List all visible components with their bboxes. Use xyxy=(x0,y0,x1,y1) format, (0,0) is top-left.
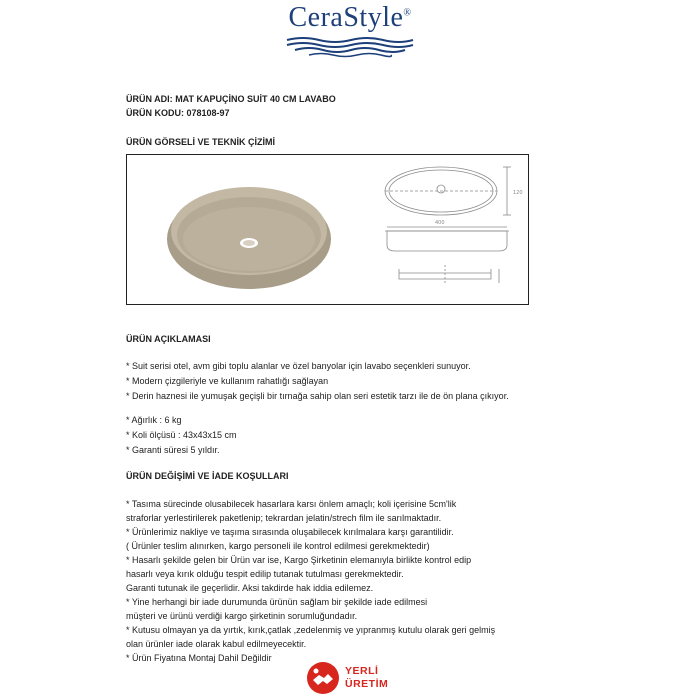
diameter-label: 400 xyxy=(435,220,445,226)
section-title-description: ÜRÜN AÇIKLAMASI xyxy=(126,334,211,344)
list-item: * Hasarlı şekilde gelen bir Ürün var ise, Kargo Şirketinin elemanıyla birlikte kontrol edip xyxy=(126,555,472,565)
wave-logo-icon xyxy=(285,36,415,58)
list-item: * Suit serisi otel, avm gibi toplu alanlar ve özel banyolar için lavabo seçenkleri sunuyor. xyxy=(126,361,471,371)
list-item: * Tasıma sürecinde olusabilecek hasarlara karsı önlem amaçlı; koli içerisine 5cm'lik xyxy=(126,499,457,509)
product-code-label: ÜRÜN KODU: xyxy=(126,108,184,118)
technical-drawing xyxy=(379,161,529,296)
list-item: * Ürün Fiyatına Montaj Dahil Değildir xyxy=(126,653,272,663)
list-item: * Kutusu olmayan ya da yırtık, kırık,çatlak ,zedelenmiş ve yıpranmış kutulu olarak geri gelmiş xyxy=(126,625,496,635)
list-item: olan ürünler iade olarak kabul edilmeyecektir. xyxy=(126,639,307,649)
product-image-frame xyxy=(126,154,529,305)
badge-line-1: YERLİ xyxy=(345,665,379,677)
product-name-value: MAT KAPUÇİNO SUİT 40 CM LAVABO xyxy=(175,94,336,104)
section-title-returns: ÜRÜN DEĞİŞİMİ VE İADE KOŞULLARI xyxy=(126,471,289,481)
brand-name: CeraStyle® xyxy=(288,2,412,33)
product-name-label: ÜRÜN ADI: xyxy=(126,94,173,104)
list-item: Garanti tutunak ile geçerlidir. Aksi takdirde hak iddia edilemez. xyxy=(126,583,374,593)
list-item: hasarlı veya kırık olduğu tespit edilip tutanak tutulması gerekmektedir. xyxy=(126,569,404,579)
list-item: * Ağırlık : 6 kg xyxy=(126,415,182,425)
list-item: * Yine herhangi bir iade durumunda ürünün sağlam bir şekilde iade edilmesi xyxy=(126,597,428,607)
list-item: * Ürünlerimiz nakliye ve taşıma sırasında oluşabilecek kırılmalara karşı garantilidir. xyxy=(126,527,454,537)
list-item: * Derin haznesi ile yumuşak geçişli bir tırnağa sahip olan seri estetik tarzı ile de ön plana çıkıyor. xyxy=(126,391,509,401)
list-item: * Modern çizgileriyle ve kullanım rahatlığı sağlayan xyxy=(126,376,329,386)
list-item: müşteri ve ürünü verdiği kargo şirketinin sorumluğundadır. xyxy=(126,611,358,621)
height-label: 120 xyxy=(513,190,523,196)
list-item: straforlar yerlestirilerek paketlenip; tekrardan jelatin/strech film ile sarılmaktadır. xyxy=(126,513,442,523)
product-code-value: 078108-97 xyxy=(186,108,230,118)
brand-logo xyxy=(0,0,700,60)
sink-photo xyxy=(165,177,335,297)
handshake-flag-icon xyxy=(305,660,341,696)
list-item: * Koli ölçüsü : 43x43x15 cm xyxy=(126,430,237,440)
list-item: ( Ürünler teslim alınırken, kargo personeli ile kontrol edilmesi gerekmektedir) xyxy=(126,541,430,551)
yerli-uretim-badge xyxy=(305,660,395,696)
product-code-row xyxy=(126,108,230,118)
section-title-visual: ÜRÜN GÖRSELİ VE TEKNİK ÇİZİMİ xyxy=(126,137,276,147)
list-item: * Garanti süresi 5 yıldır. xyxy=(126,445,220,455)
badge-line-2: ÜRETİM xyxy=(345,678,389,690)
product-name-row xyxy=(126,94,336,104)
